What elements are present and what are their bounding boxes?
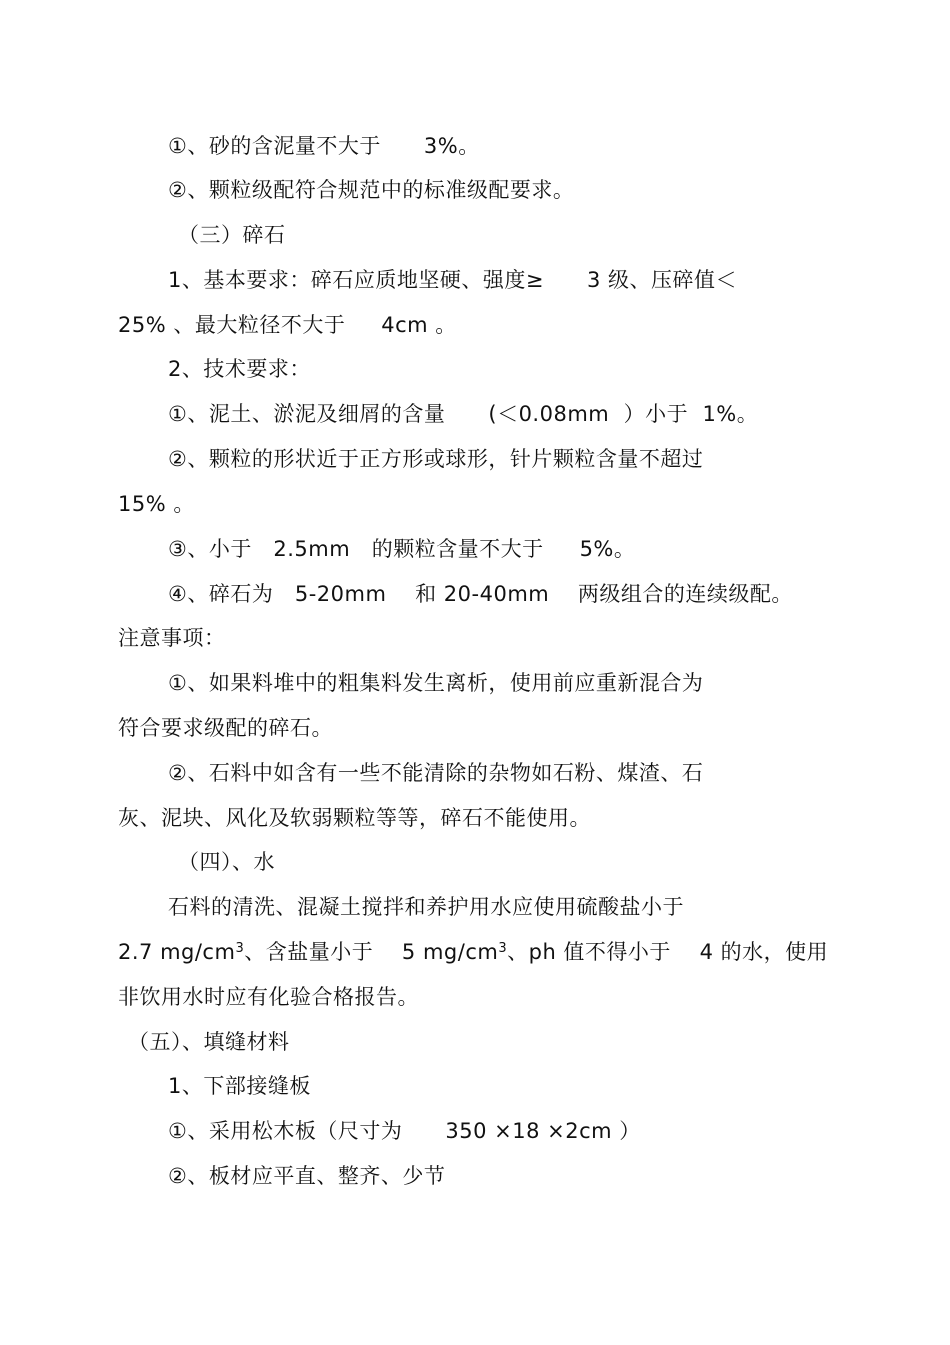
text-line: ②、颗粒级配符合规范中的标准级配要求。 [168, 178, 575, 202]
text-line: 灰、泥块、风化及软弱颗粒等等，碎石不能使用。 [118, 806, 591, 830]
text-line: ②、板材应平直、整齐、少节 [168, 1164, 446, 1188]
section-heading: （四）、水 [178, 850, 275, 874]
text-line: ②、颗粒的形状近于正方形或球形，针片颗粒含量不超过 [168, 447, 704, 471]
text-line: ①、如果料堆中的粗集料发生离析，使用前应重新混合为 [168, 671, 704, 695]
text-line: ①、采用松木板（尺寸为 350 ×18 ×2cm ） [168, 1119, 641, 1143]
water-spec-part: 2.7 mg/cm [118, 940, 236, 964]
text-line: 2、技术要求： [168, 357, 311, 381]
text-line: ②、石料中如含有一些不能清除的杂物如石粉、煤渣、石 [168, 761, 704, 785]
text-line: 符合要求级配的碎石。 [118, 716, 333, 740]
superscript: 3 [498, 941, 508, 956]
text-line: ③、小于 2.5mm 的颗粒含量不大于 5%。 [168, 537, 636, 561]
section-heading: （三）碎石 [178, 223, 286, 247]
text-line: 石料的清洗、混凝土搅拌和养护用水应使用硫酸盐小于 [168, 895, 684, 919]
text-line: 1、下部接缝板 [168, 1074, 311, 1098]
water-spec-part: 、ph 值不得小于 4 的水，使用 [507, 940, 829, 964]
superscript: 3 [235, 941, 245, 956]
section-heading: （五）、填缝材料 [128, 1030, 290, 1054]
text-line: 15% 。 [118, 492, 195, 516]
text-line: 非饮用水时应有化验合格报告。 [118, 985, 419, 1009]
text-line: ④、碎石为 5-20mm 和 20-40mm 两级组合的连续级配。 [168, 582, 793, 606]
text-line: ①、泥土、淤泥及细屑的含量 (＜0.08mm ）小于 1%。 [168, 402, 759, 426]
section-heading: 注意事项： [118, 626, 226, 650]
text-line: 1、基本要求：碎石应质地坚硬、强度≥ 3 级、压碎值＜ [168, 268, 738, 292]
water-spec-part: 、含盐量小于 5 mg/cm [244, 940, 499, 964]
text-line: ①、砂的含泥量不大于 3%。 [168, 134, 480, 158]
text-line: 25% 、最大粒径不大于 4cm 。 [118, 313, 457, 337]
water-spec-line [118, 938, 828, 966]
